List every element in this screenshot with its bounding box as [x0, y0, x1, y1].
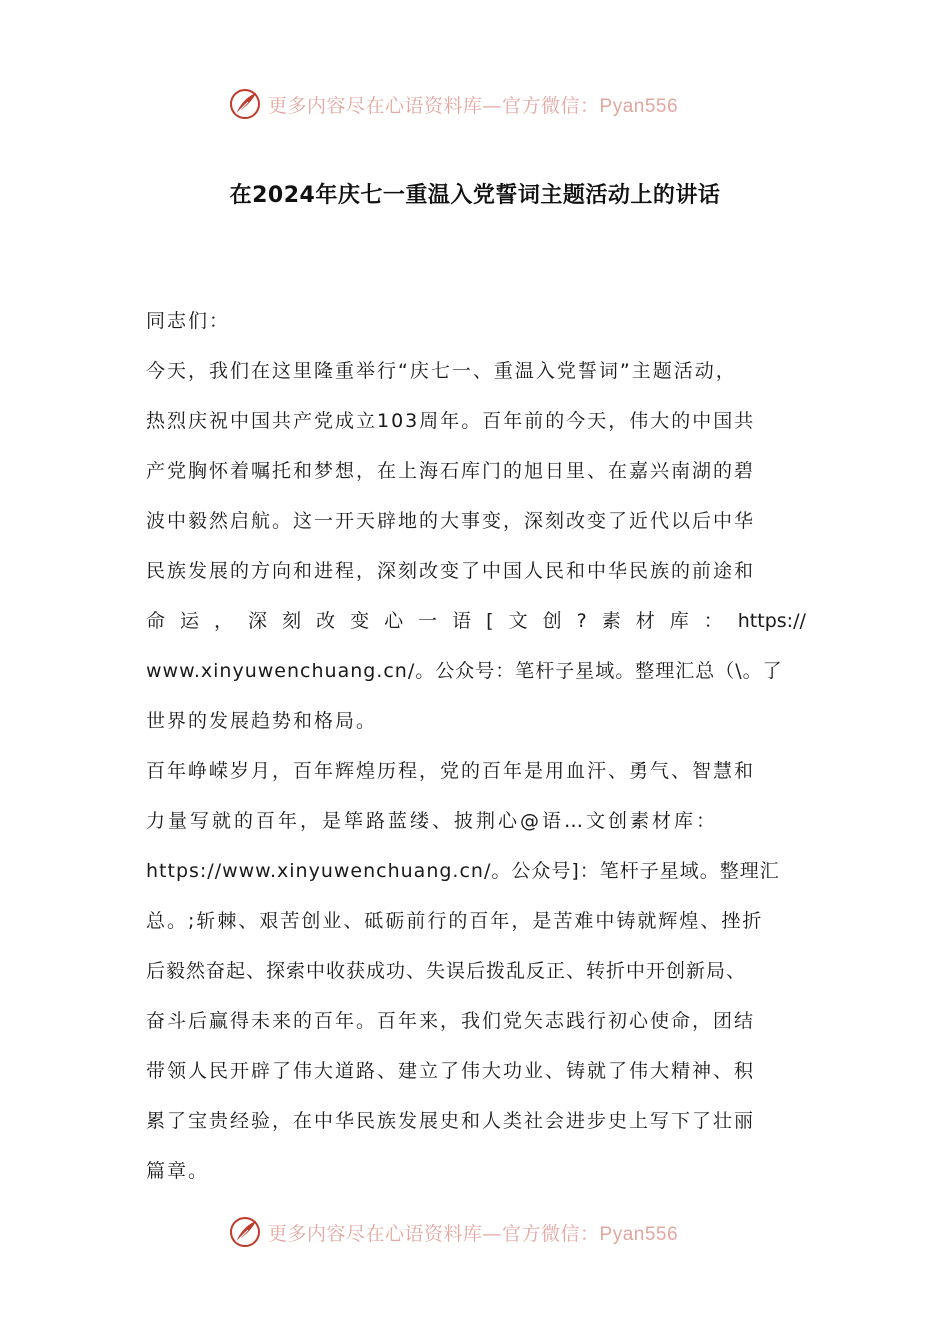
banner-wechat-handle: Pyan556: [599, 95, 679, 117]
body-line-justified: [146, 596, 806, 646]
body-char: 库: [669, 610, 689, 632]
document-body: [146, 296, 806, 1196]
body-url-fragment: https://: [737, 610, 806, 632]
body-line: 篇章。: [146, 1160, 210, 1182]
body-char: [: [486, 610, 494, 632]
body-char: 命: [146, 610, 166, 632]
body-char: 改: [316, 610, 336, 632]
feather-quill-logo-icon: [228, 87, 262, 121]
banner-text: 更多内容尽在心语资料库—官方微信：Pyan556: [268, 1222, 679, 1245]
body-line: www.xinyuwenchuang.cn/。公众号：笔杆子星域。整理汇总（\。了: [146, 660, 783, 682]
body-line: 热烈庆祝中国共产党成立103周年。百年前的今天，伟大的中国共: [146, 410, 756, 432]
body-char: 变: [350, 610, 370, 632]
body-char: 材: [635, 610, 655, 632]
body-line: 波中毅然启航。这一开天辟地的大事变，深刻改变了近代以后中华: [146, 510, 756, 532]
body-char: 深: [248, 610, 268, 632]
body-line: 同志们：: [146, 310, 231, 332]
body-line: 世界的发展趋势和格局。: [146, 710, 378, 732]
body-line: 产党胸怀着嘱托和梦想，在上海石库门的旭日里、在嘉兴南湖的碧: [146, 460, 756, 482]
body-line: 累了宝贵经验，在中华民族发展史和人类社会进步史上写下了壮丽: [146, 1110, 756, 1132]
body-char: 一: [418, 610, 438, 632]
body-char: 文: [508, 610, 528, 632]
body-char: 运: [180, 610, 200, 632]
body-char: 语: [452, 610, 472, 632]
feather-quill-logo-icon: [228, 1215, 262, 1249]
body-line: 带领人民开辟了伟大道路、建立了伟大功业、铸就了伟大精神、积: [146, 1060, 756, 1082]
document-title: 在2024年庆七一重温入党誓词主题活动上的讲话: [229, 183, 721, 208]
body-line: 后毅然奋起、探索中收获成功、失误后拨乱反正、转折中开创新局、: [146, 960, 747, 982]
body-line: 百年峥嵘岁月，百年辉煌历程，党的百年是用血汗、勇气、智慧和: [146, 760, 756, 782]
header-banner: [228, 84, 678, 124]
body-char: 刻: [282, 610, 302, 632]
banner-wechat-handle: Pyan556: [599, 1223, 679, 1245]
body-char: 创: [542, 610, 562, 632]
body-char: 心: [384, 610, 404, 632]
body-line: 力量写就的百年，是筚路蓝缕、披荆心@语…文创素材库：: [146, 810, 719, 832]
body-char: ，: [214, 610, 234, 632]
body-char: 素: [601, 610, 621, 632]
banner-text: 更多内容尽在心语资料库—官方微信：Pyan556: [268, 94, 679, 117]
body-line: https://www.xinyuwenchuang.cn/。公众号]：笔杆子星域。整理汇: [146, 860, 780, 882]
body-char: ?: [576, 610, 587, 632]
body-line: 今天，我们在这里隆重举行“庆七一、重温入党誓词”主题活动，: [146, 360, 737, 382]
body-line: 民族发展的方向和进程，深刻改变了中国人民和中华民族的前途和: [146, 560, 756, 582]
body-char: ：: [703, 610, 723, 632]
body-line: 总。;斩棘、艰苦创业、砥砺前行的百年，是苦难中铸就辉煌、挫折: [146, 910, 764, 932]
footer-banner: [228, 1212, 678, 1252]
body-line: 奋斗后赢得未来的百年。百年来，我们党矢志践行初心使命，团结: [146, 1010, 756, 1032]
